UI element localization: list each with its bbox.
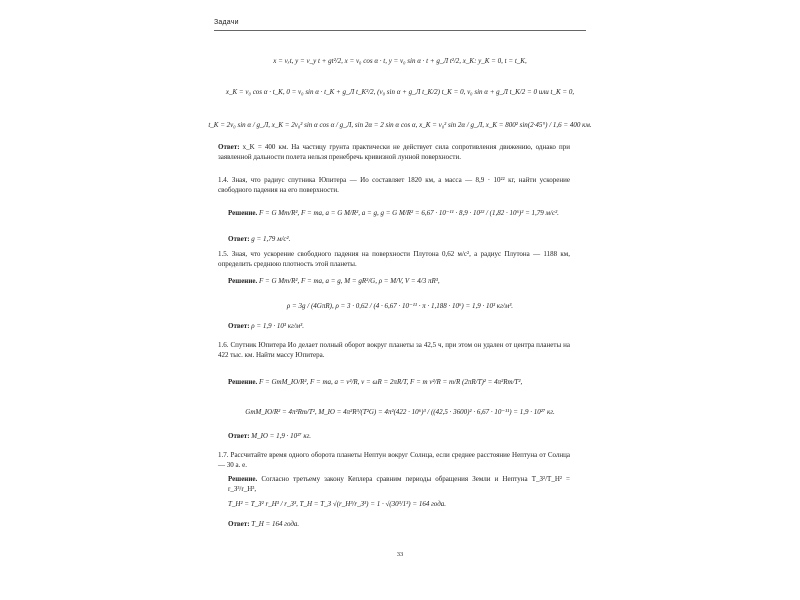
solution-line — [228, 474, 570, 494]
equation-line: x = vₓt, y = v_y t + gt²/2, x = v₀ cos α · t, y = v₀ sin α · t + g_Л t²/2, x_K: y_K = 0, t = t_K, — [273, 57, 527, 65]
solution-label: Решение. — [228, 378, 258, 386]
solution-line: GmM_Ю/R² = 4π²Rm/T², M_Ю = 4π²R³/(T²G) = 4π²(422 · 10⁶)³ / ((42,5 · 3600)² · 6,67 · 10⁻¹¹) = 1,9 · 10²⁷ кг. — [245, 408, 555, 416]
solution-line — [228, 209, 559, 218]
solution-formula: Согласно третьему закону Кеплера сравним периоды обращения Земли и Нептуна T_З²/T_Н² = r_З³/r_Н³, — [228, 475, 571, 493]
solution-label: Решение. — [228, 209, 258, 217]
answer-text: ρ = 1,9 · 10³ кг/м³. — [251, 322, 304, 330]
answer-text: g = 1,79 м/с². — [251, 235, 291, 243]
answer-label: Ответ: — [218, 143, 240, 151]
equation-line: x_K = v₀ cos α · t_K, 0 = v₀ sin α · t_K + g_Л t_K²/2, (v₀ sin α + g_Л t_K/2) t_K = 0, v₀ sin α + g_Л t_K/2 = 0 или t_K = 0, — [225, 88, 575, 96]
answer-text: x_K = 400 км. На частицу грунта практически не действует сила сопротивления движению, однако при заявленной дальности полета нельзя пренебречь кривизной лунной поверхности. — [218, 143, 570, 161]
problem-statement: 1.7. Рассчитайте время одного оборота планеты Нептун вокруг Солнца, если среднее расстояние Нептуна от Солнца — 30 а. е. — [218, 451, 570, 469]
answer-label: Ответ: — [228, 235, 250, 243]
problem-statement: 1.4. Зная, что радиус спутника Юпитера — Ио составляет 1820 км, а масса — 8,9 · 10²² кг, найти ускорение свободного падения на его поверхности. — [218, 176, 570, 194]
solution-label: Решение. — [228, 475, 258, 483]
answer-line — [228, 235, 290, 244]
solution-line: ρ = 3g / (4GπR), ρ = 3 · 0,62 / (4 · 6,67 · 10⁻¹¹ · π · 1,188 · 10⁶) = 1,9 · 10³ кг/м³. — [286, 302, 514, 310]
problem-statement: 1.6. Спутник Юпитера Ио делает полный оборот вокруг планеты за 42,5 ч, при этом он удален от центра планеты на 422 тыс. км. Найти массу Юпитера. — [218, 341, 570, 359]
solution-label: Решение. — [228, 277, 258, 285]
answer-line — [228, 322, 304, 331]
solution-line: T_Н² = T_З² r_Н³ / r_З³, T_Н = T_З √(r_Н³/r_З³) = 1 · √(30³/1³) = 164 года. — [228, 500, 447, 508]
solution-formula: F = GmM_Ю/R², F = ma, a = v²/R, v = ωR = 2πR/T, F = m v²/R = m/R (2πR/T)² = 4π²Rm/T², — [258, 378, 523, 386]
problem-statement: 1.5. Зная, что ускорение свободного падения на поверхности Плутона 0,62 м/с², а радиус Плутона — 1188 км, определить среднюю плотность этой планеты. — [218, 250, 570, 268]
header-rule — [214, 30, 586, 31]
answer-text: T_Н = 164 года. — [251, 520, 300, 528]
answer-line — [228, 432, 311, 441]
book-page — [200, 0, 600, 600]
page-number: 33 — [396, 551, 404, 558]
answer-label: Ответ: — [228, 322, 250, 330]
solution-formula: F = G Mm/R², F = ma, a = G M/R², a = g, g = G M/R² = 6,67 · 10⁻¹¹ · 8,9 · 10²² / (1,82 · 10⁶)² = 1,79 м/с². — [258, 209, 559, 217]
solution-line — [228, 378, 522, 387]
answer-label: Ответ: — [228, 520, 250, 528]
equation-line: t_K = 2v₀ sin α / g_Л, x_K = 2v₀² sin α cos α / g_Л, sin 2α = 2 sin α cos α, x_K = v₀² sin 2α / g_Л, x_K = 800² sin(2·45°) / 1,6 = 400 км. — [208, 121, 592, 129]
answer-text: M_Ю = 1,9 · 10²⁷ кг. — [251, 432, 312, 440]
answer-paragraph — [218, 142, 570, 162]
solution-formula: F = G Mm/R², F = ma, a = g, M = gR²/G, ρ = M/V, V = 4/3 πR³, — [258, 277, 440, 285]
answer-line — [228, 520, 299, 529]
answer-label: Ответ: — [228, 432, 250, 440]
solution-line — [228, 277, 440, 286]
running-header: Задачи — [214, 19, 239, 26]
